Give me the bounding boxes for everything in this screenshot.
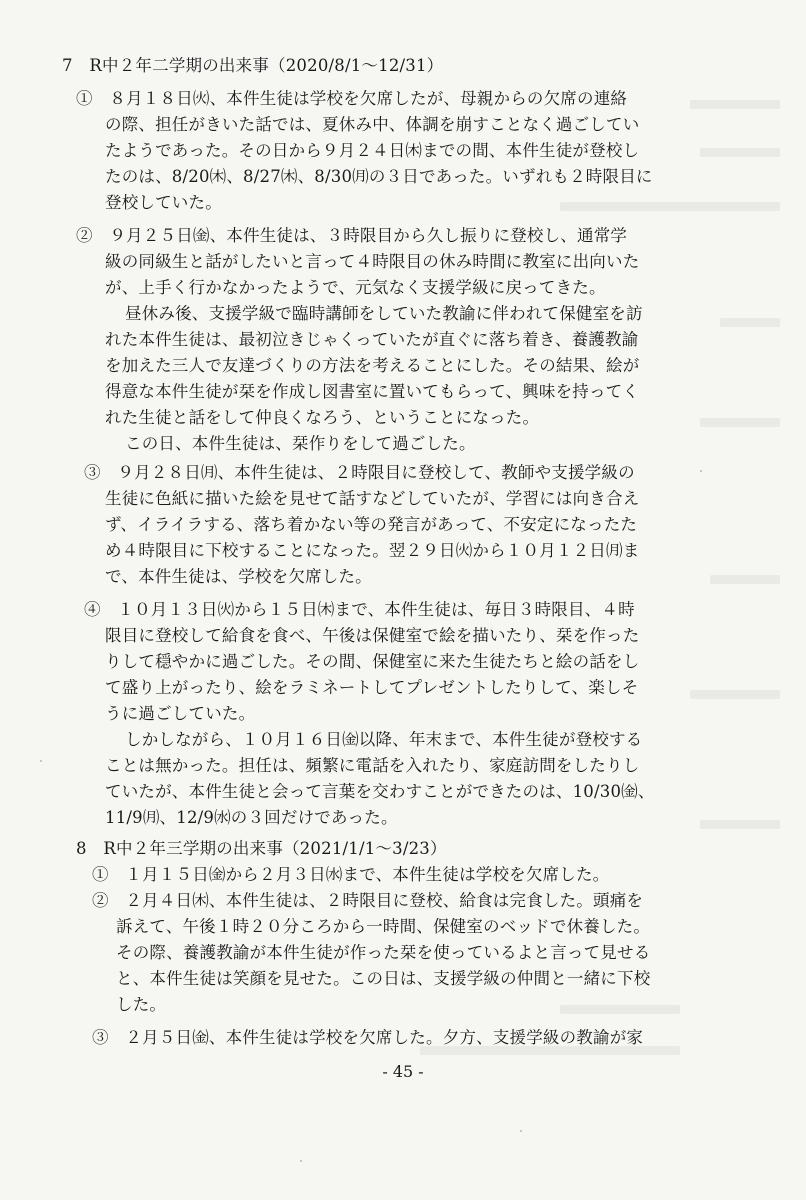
text-line: で、本件生徒は、学校を欠席した。 bbox=[105, 567, 372, 586]
text-line: が、上手く行かなかったようで、元気なく支援学級に戻ってきた。 bbox=[105, 278, 606, 297]
text-line: を加えた三人で友達づくりの方法を考えることにした。その結果、絵が bbox=[105, 356, 640, 375]
show-through-mark bbox=[560, 1005, 680, 1014]
text-line: 限目に登校して給食を食べ、午後は保健室で絵を描いたり、栞を作った bbox=[105, 626, 640, 645]
text-line: ことは無かった。担任は、頻繁に電話を入れたり、家庭訪問をしたりし bbox=[105, 756, 640, 775]
page-number: - 45 - bbox=[382, 1062, 424, 1081]
text-line: て盛り上がったり、絵をラミネートしてプレゼントしたりして、楽しそ bbox=[105, 678, 639, 697]
text-line: りして穏やかに過ごした。その間、保健室に来た生徒たちと絵の話をし bbox=[105, 652, 640, 671]
text-line: たのは、8/20㈭、8/27㈭、8/30㈪の３日であった。いずれも２時限目に bbox=[105, 167, 653, 186]
text-line: 登校していた。 bbox=[105, 193, 222, 212]
text-line: 7 R中２年二学期の出来事（2020/8/1～12/31） bbox=[62, 56, 444, 75]
show-through-mark bbox=[710, 575, 780, 584]
text-line: 8 R中２年三学期の出来事（2021/1/1～3/23） bbox=[76, 839, 447, 858]
text-line: れた生徒と話をして仲良くなろう、ということになった。 bbox=[105, 408, 540, 427]
text-line: ③ ２月５日㈮、本件生徒は学校を欠席した。夕方、支援学級の教諭が家 bbox=[92, 1028, 644, 1047]
show-through-mark bbox=[700, 148, 780, 157]
text-line: 生徒に色紙に描いた絵を見せて話すなどしていたが、学習には向き合え bbox=[105, 489, 640, 508]
text-line: 得意な本件生徒が栞を作成し図書室に置いてもらって、興味を持ってく bbox=[105, 382, 640, 401]
show-through-mark bbox=[700, 820, 780, 829]
show-through-mark bbox=[690, 100, 780, 109]
paper-speck bbox=[520, 1130, 522, 1132]
text-line: と、本件生徒は笑顔を見せた。この日は、支援学級の仲間と一緒に下校 bbox=[116, 969, 651, 988]
paper-speck bbox=[700, 470, 702, 472]
show-through-mark bbox=[560, 202, 780, 211]
text-line: した。 bbox=[116, 995, 167, 1014]
text-line: ③ ９月２８日㈪、本件生徒は、２時限目に登校して、教師や支援学級の bbox=[84, 463, 635, 482]
show-through-mark bbox=[720, 318, 780, 327]
text-line: しかしながら、１０月１６日㈮以降、年末まで、本件生徒が登校する bbox=[125, 730, 643, 749]
text-line: ④ １０月１３日㈫から１５日㈭まで、本件生徒は、毎日３時限目、４時 bbox=[84, 600, 635, 619]
text-line: 昼休み後、支援学級で臨時講師をしていた教諭に伴われて保健室を訪 bbox=[125, 304, 643, 323]
text-line: ② ９月２５日㈮、本件生徒は、３時限目から久し振りに登校し、通常学 bbox=[76, 226, 628, 245]
text-line: ① ８月１８日㈫、本件生徒は学校を欠席したが、母親からの欠席の連絡 bbox=[76, 89, 628, 108]
text-line: れた本件生徒は、最初泣きじゃくっていたが直ぐに落ち着き、養護教諭 bbox=[105, 330, 639, 349]
text-line: の際、担任がきいた話では、夏休み中、体調を崩すことなく過ごしてい bbox=[105, 115, 640, 134]
text-line: この日、本件生徒は、栞作りをして過ごした。 bbox=[125, 434, 476, 453]
paper-speck bbox=[300, 1160, 302, 1162]
show-through-mark bbox=[700, 418, 780, 427]
text-line: 訴えて、午後１時２０分ころから一時間、保健室のベッドで休養した。 bbox=[116, 917, 651, 936]
text-line: ていたが、本件生徒と会って言葉を交わすことができたのは、10/30㈮、 bbox=[105, 782, 655, 801]
paper-speck bbox=[40, 760, 42, 762]
text-line: め４時限目に下校することになった。翌２９日㈫から１０月１２日㈪ま bbox=[105, 541, 640, 560]
text-line: たようであった。その日から９月２４日㈭までの間、本件生徒が登校し bbox=[105, 141, 640, 160]
text-line: 級の同級生と話がしたいと言って４時限目の休み時間に教室に出向いた bbox=[105, 252, 640, 271]
text-line: その際、養護教諭が本件生徒が作った栞を使っているよと言って見せる bbox=[116, 943, 651, 962]
show-through-mark bbox=[690, 690, 780, 699]
text-line: ② ２月４日㈭、本件生徒は、２時限目に登校、給食は完食した。頭痛を bbox=[92, 891, 644, 910]
text-line: ず、イライラする、落ち着かない等の発言があって、不安定になったた bbox=[105, 515, 638, 534]
text-line: うに過ごしていた。 bbox=[105, 704, 256, 723]
text-line: ① １月１５日㈮から２月３日㈬まで、本件生徒は学校を欠席した。 bbox=[92, 865, 610, 884]
text-line: 11/9㈪、12/9㈬の３回だけであった。 bbox=[105, 808, 398, 827]
